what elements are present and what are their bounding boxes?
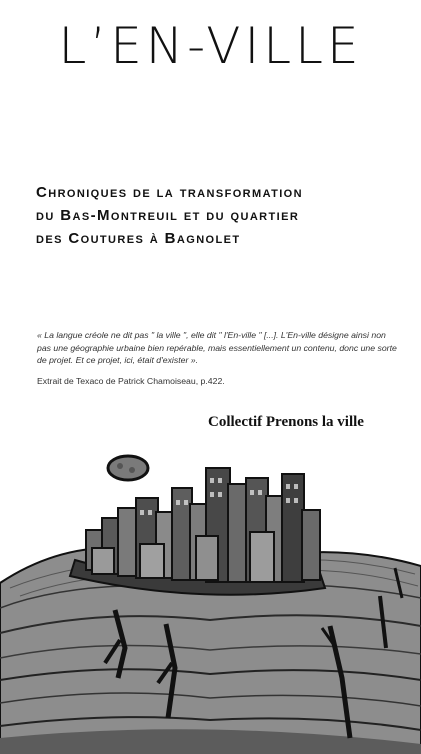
- subtitle-line: Chroniques de la transformation: [36, 184, 303, 201]
- cloud-shape: [108, 456, 148, 480]
- city-buildings: [86, 468, 320, 582]
- cover-subtitle: [36, 181, 406, 250]
- epigraph-source: Extrait de Texaco de Patrick Chamoiseau, p.422.: [37, 376, 225, 386]
- cover-title: L’EN-VILLE: [58, 17, 363, 75]
- collective-name: Collectif Prenons la ville: [208, 414, 364, 430]
- epigraph-quote: « La langue créole ne dit pas " la ville ", elle dit " l'En-ville " [...]. L'En-ville désigne ainsi non pas une géographie urbaine bien repérable, mais essentiellement un contenu, donc une sorte de projet. Et ce projet, ici, était d'exister ».: [37, 330, 397, 365]
- subtitle-line: des Coutures à Bagnolet: [36, 230, 241, 247]
- city-on-book-illustration: [0, 448, 421, 754]
- subtitle-line: du Bas-Montreuil et du quartier: [36, 207, 300, 224]
